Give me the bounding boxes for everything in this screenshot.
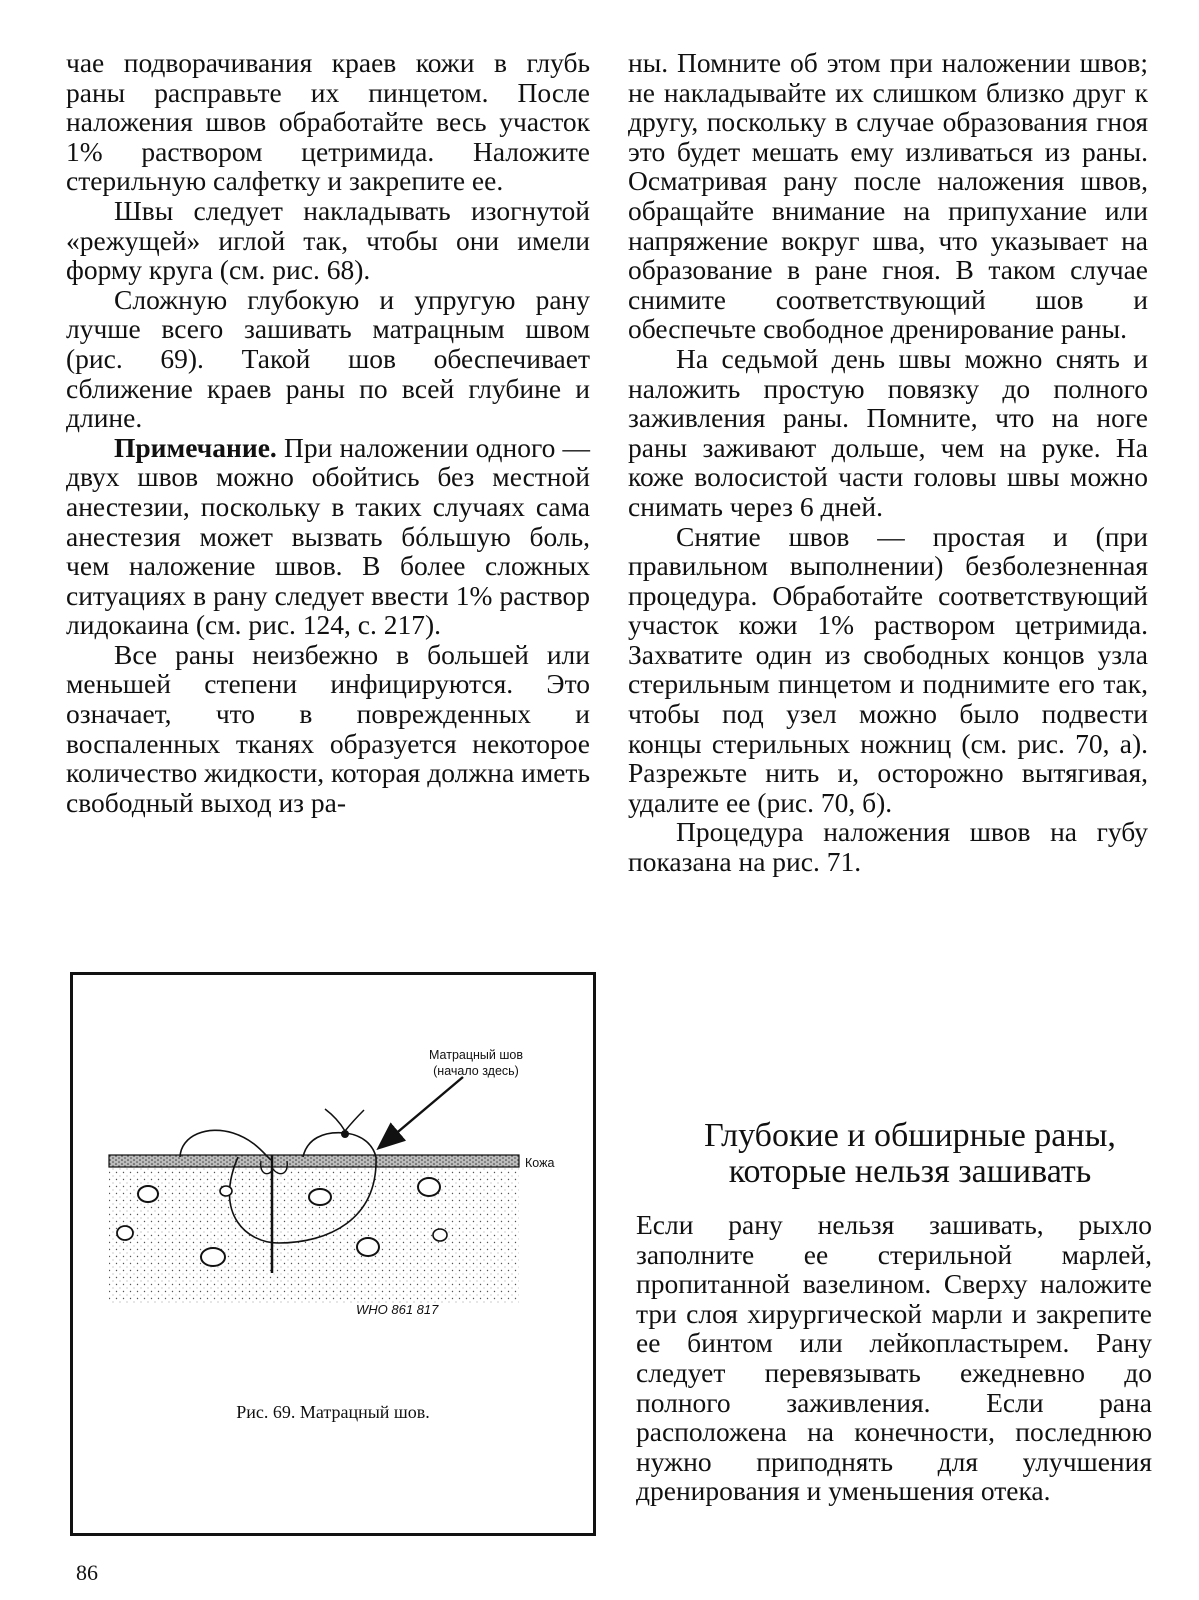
tissue-area xyxy=(109,1165,519,1303)
label-stitch-line2: (начало здесь) xyxy=(433,1064,519,1078)
paragraph: На седьмой день швы можно снять и наложить простую повязку до полного заживления раны. Помните, что на ноге раны заживают дольше, чем на руке. На коже волосистой части головы швы можно снимать через 6 дней. xyxy=(628,342,1148,522)
page-number: 86 xyxy=(76,1560,98,1585)
note-paragraph xyxy=(66,433,590,640)
label-stitch-line1: Матрацный шов xyxy=(429,1048,523,1062)
left-column xyxy=(66,48,590,817)
skin-layer xyxy=(109,1155,519,1167)
paragraph: Процедура наложения швов на губу показана на рис. 71. xyxy=(628,816,1148,878)
label-skin: Кожа xyxy=(525,1156,555,1170)
upper-suture-right xyxy=(303,1133,376,1157)
figure-caption: Рис. 69. Матрацный шов. xyxy=(236,1402,430,1422)
pointer-arrow xyxy=(380,1077,463,1147)
note-text: При наложении одного — двух швов можно обойтись без местной анестезии, поскольку в таких случаях сама анестезия может вызвать бóльшую боль, чем наложение швов. В более сложных ситуациях в рану следует ввести 1% раствор лидокаина (см. рис. 124, с. 217). xyxy=(66,431,590,641)
mattress-suture-diagram xyxy=(73,975,593,1533)
paragraph: чае подворачивания краев кожи в глубь раны расправьте их пинцетом. После наложения швов обработайте весь участок 1% раствором цетримида. Наложите стерильную салфетку и закрепите ее. xyxy=(66,47,590,197)
figure-69 xyxy=(70,972,596,1536)
knot xyxy=(341,1130,349,1138)
paragraph: Швы следует накладывать изогнутой «режущей» иглой так, чтобы они имели форму круга (см. рис. 68). xyxy=(66,194,590,286)
figure-code: WHO 861 817 xyxy=(356,1302,439,1317)
paragraph: Все раны неизбежно в большей или меньшей степени инфицируются. Это означает, что в поврежденных и воспаленных тканях образуется некоторое количество жидкости, которая должна иметь свободный выход из ра- xyxy=(66,638,590,818)
note-lead: Примечание. xyxy=(114,431,277,463)
paragraph: Сложную глубокую и упругую рану лучше всего зашивать матрацным швом (рис. 69). Такой шов обеспечивает сближение краев раны по всей глубине и длине. xyxy=(66,283,590,434)
section-title-line1: Глубокие и обширные раны, xyxy=(704,1117,1116,1154)
paragraph: Снятие швов — простая и (при правильном выполнении) безболезненная процедура. Обработайте соответствующий участок кожи 1% раствором цетримида. Захватите один из свободных концов узла стерильным пинцетом и поднимите его так, чтобы под узел можно было подвести концы стерильных ножниц (см. рис. 70, а). Разрежьте нить и, осторожно вытягивая, удалите ее (рис. 70, б). xyxy=(628,520,1148,818)
section-body: Если рану нельзя зашивать, рыхло заполните ее стерильной марлей, пропитанной вазелином. Сверху наложите три слоя хирургической марли и закрепите ее бинтом или лейкопластырем. Рану следует перевязывать ежедневно до полного заживления. Если рана расположена на конечности, последнюю нужно приподнять для улучшения дренирования и уменьшения отека. xyxy=(636,1209,1152,1507)
section-title xyxy=(640,1118,1180,1190)
right-column xyxy=(628,48,1148,877)
paragraph: ны. Помните об этом при наложении швов; не накладывайте их слишком близко друг к другу, поскольку в случае образования гноя это будет мешать ему изливаться из раны. Осматривая рану после наложения швов, обращайте внимание на припухание или напряжение вокруг шва, что указывает на образование в ране гноя. В таком случае снимите соответствующий шов и обеспечьте свободное дренирование раны. xyxy=(628,47,1148,345)
section-title-line2: которые нельзя зашивать xyxy=(728,1153,1092,1190)
